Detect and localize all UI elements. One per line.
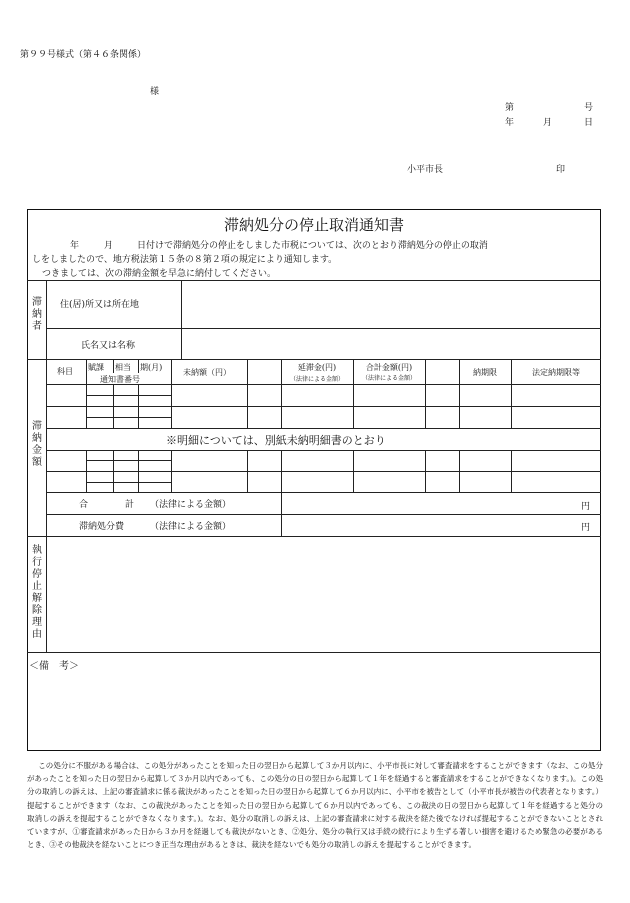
header-period: 期(月) [140,363,163,372]
issuer-seal: 印 [556,165,566,175]
issuer-name: 小平市長 [407,165,444,175]
rule-col-year-top [113,359,114,373]
rule-col-period-a [171,359,172,428]
intro-line2: しをしましたので、地方税法第１５条の８第２項の規定により通知します。 [32,255,338,265]
header-total: 合計金額(円) [365,363,413,372]
header-notice-no: 通知書番号 [100,375,140,384]
rule-col-year-a [113,384,114,428]
rule-row-4 [46,471,601,472]
document-title: 滞納処分の停止取消通知書 [223,216,404,234]
rule-col-total-a [425,359,426,428]
rule-col-deadline-b [459,450,460,492]
form-number: 第９９号様式（第４６条関係） [20,50,147,60]
rule-col-subject-b [86,450,87,492]
rule-notice-sub-4 [86,482,171,483]
sum-note: （法律による金額） [150,500,232,510]
rule-notice-sub-1 [86,395,171,396]
rule-row-3 [46,450,601,451]
rule-col-equiv-a [138,384,139,428]
header-tax-year: 賦課 [88,363,104,372]
rule-col-delinq-b [353,450,354,492]
rule-notice-sub-2 [86,417,171,418]
fee-note: （法律による金額） [150,522,232,532]
remarks-label: ＜備 考＞ [29,661,79,672]
intro-year: 年 [70,241,80,251]
header-total-sub: （法律による金額） [361,375,416,382]
address-label: 住(居)所又は所在地 [60,300,140,310]
date-year: 年 [505,118,515,128]
rule-col-subject-a [86,359,87,428]
amount-section-label: 滞納金額 [32,421,42,468]
rule-col-legal-b [511,450,512,492]
rule-taxpayer-value-col [181,280,182,359]
addressee-suffix: 様 [150,87,160,97]
rule-col-unpaid-a [247,359,248,428]
sum-label-1: 合 [79,500,89,510]
rule-row-1 [46,406,601,407]
rule-left-label-col [46,280,47,652]
rule-col-gap-b [281,450,282,536]
rule-col-total-b [425,450,426,492]
rule-col-equiv-b [138,450,139,492]
sum-label-2: 計 [125,500,135,510]
rule-col-equiv-top [138,359,139,373]
taxpayer-section-label: 滞納者 [32,297,42,332]
rule-row-2 [46,428,601,429]
header-delinquency: 延滞金(円) [297,363,337,372]
intro-month: 月 [104,241,114,251]
name-label: 氏名又は名称 [81,341,136,351]
rule-taxpayer-mid [46,328,601,329]
fee-label: 滞納処分費 [79,522,125,532]
appeal-notes: この処分に不服がある場合は、この処分があったことを知った日の翌日から起算して３か月以内に、小平市長に対して審査請求をすることができます（なお、この処分があったことを知った日の翌日から起算して３か月以内であっても、この処分の日の翌日から起算して１年を経過すると審査請求をすることができなくなります。)。この処分の取消しの訴えは、上記の審査請求に係る裁決があったことを知った日の翌日から起算して６か月以内に、小平市を被告として（小平市長が被告の代表者となります。）提起することができます（なお、この裁決があったことを知った日の翌日から起算して６か月以内であっても、この裁決の日の翌日から起算して１年を経過すると処分の取消しの訴えを提起することができなくなります。)。なお、処分の取消しの訴えは、上記の審査請求に対する裁決を経た後でなければ提起することができないこととされていますが、①審査請求があった日から３か月を経過しても裁決がないとき、②処分、処分の執行又は手続の続行により生ずる著しい損害を避けるため緊急の必要があるとき、③その他裁決を経ないことにつき正当な理由があるときは、裁決を経ないでも処分の取消しの訴えを提起することができます。 [27,761,603,850]
date-month: 月 [543,118,553,128]
header-equiv: 相当 [115,363,131,372]
detail-note: ※明細については、別紙未納明細書のとおり [166,434,386,447]
intro-line1: 日付けで滞納処分の停止をしました市税については、次のとおり滞納処分の停止の取消 [137,241,488,251]
header-subject: 科目 [57,367,73,376]
intro-line3: つきましては、次の滞納金額を早急に納付してください。 [42,269,277,279]
sum-yen: 円 [581,502,591,512]
rule-reason-bottom [27,652,601,653]
fee-yen: 円 [581,523,591,533]
header-delinquency-sub: （法律による金額） [289,376,344,383]
header-unpaid: 未納額（円） [183,368,231,377]
reason-section-label: 執行停止解除理由 [32,545,42,640]
rule-col-year-b [113,450,114,492]
rule-col-unpaid-b [247,450,248,492]
header-legal-deadline: 法定納期限等 [532,368,580,377]
rule-row-5 [46,492,601,493]
doc-no-dai: 第 [505,103,515,113]
rule-taxpayer-top [27,280,601,281]
header-deadline: 納期限 [473,368,497,377]
rule-notice-sub-3 [86,460,171,461]
date-day: 日 [584,118,594,128]
doc-no-go: 号 [584,103,594,113]
rule-col-period-b [171,450,172,492]
rule-sum-bottom [46,514,601,515]
rule-amount-bottom [27,536,601,537]
